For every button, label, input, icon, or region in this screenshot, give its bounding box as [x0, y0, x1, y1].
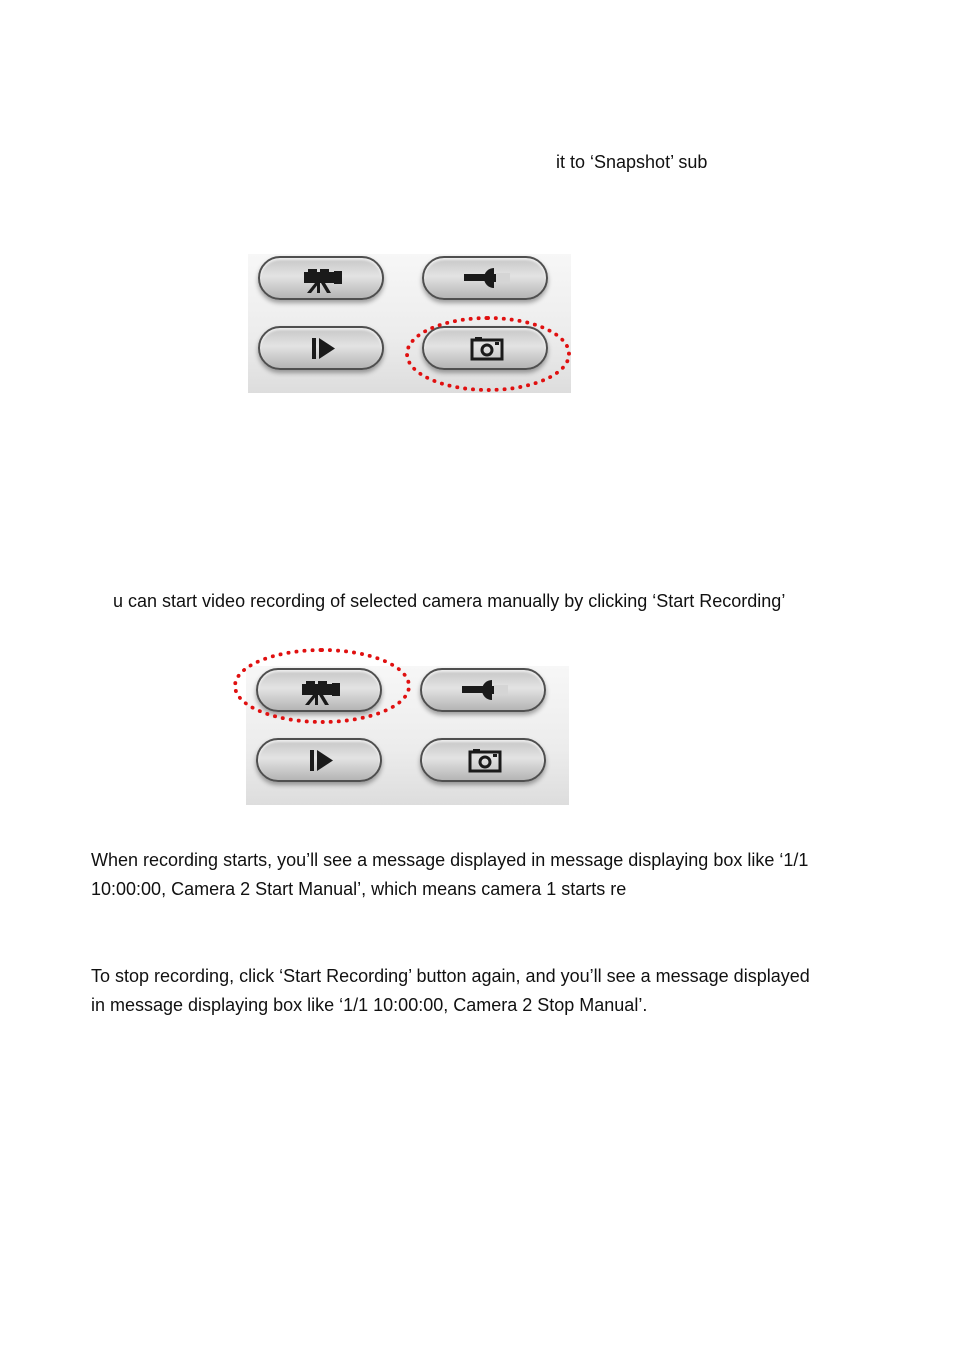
button-panel-2 — [246, 666, 569, 805]
camera-icon — [424, 328, 546, 368]
snapshot-fragment-text: it to ‘Snapshot’ sub — [556, 152, 708, 172]
play-icon — [258, 740, 380, 780]
button-panel-1 — [248, 254, 571, 393]
record-stop-text-line2: in message displaying box like ‘1/1 10:00:00, Camera 2 Stop Manual’. — [91, 995, 648, 1015]
record-start-text-line2: 10:00:00, Camera 2 Start Manual’, which means camera 1 starts re — [91, 879, 627, 899]
video-camera-icon — [260, 258, 382, 298]
settings-button[interactable] — [422, 256, 548, 300]
playback-button[interactable] — [256, 738, 382, 782]
record-intro-text: u can start video recording of selected camera manually by clicking ‘Start Recording’ — [113, 591, 786, 611]
play-icon — [260, 328, 382, 368]
start-recording-button[interactable] — [258, 256, 384, 300]
record-start-text-line1: When recording starts, you’ll see a message displayed in message displaying box like ‘1/1 — [91, 850, 809, 870]
settings-button[interactable] — [420, 668, 546, 712]
record-stop-text-line1: To stop recording, click ‘Start Recording’ button again, and you’ll see a message displayed — [91, 966, 810, 986]
wrench-icon — [422, 670, 544, 710]
start-recording-button[interactable] — [256, 668, 382, 712]
snapshot-button[interactable] — [420, 738, 546, 782]
snapshot-button[interactable] — [422, 326, 548, 370]
playback-button[interactable] — [258, 326, 384, 370]
video-camera-icon — [258, 670, 380, 710]
camera-icon — [422, 740, 544, 780]
wrench-icon — [424, 258, 546, 298]
